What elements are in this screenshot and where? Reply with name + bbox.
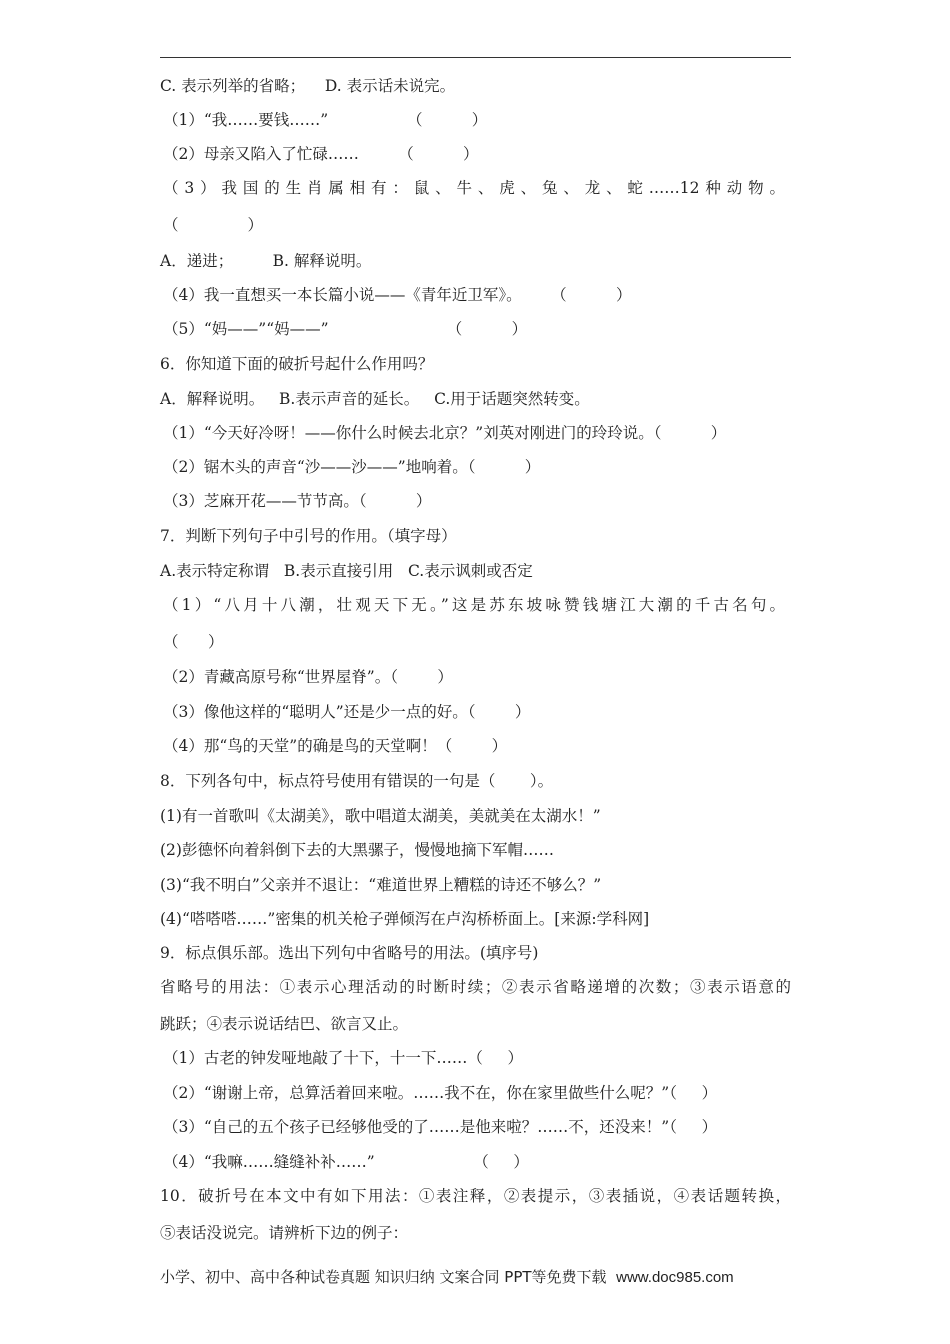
text-line: （3）像他这样的“聪明人”还是少一点的好。（ ） <box>163 703 531 721</box>
text-line: （1）古老的钟发哑地敲了十下，十一下……（ ） <box>163 1049 523 1067</box>
text-line: （2）母亲又陷入了忙碌…… （ ） <box>163 145 479 163</box>
text-line: （ ） <box>163 216 263 234</box>
text-line: （1）“今天好冷呀！——你什么时候去北京？”刘英对刚进门的玲玲说。（ ） <box>163 424 727 442</box>
text-line: A.表示特定称谓 B.表示直接引用 C.表示讽刺或否定 <box>160 562 533 580</box>
text-line: (2)彭德怀向着斜倒下去的大黑骡子，慢慢地摘下军帽…… <box>160 841 554 859</box>
text-line: （3）我国的生肖属相有：鼠、牛、虎、兔、龙、蛇……12种动物。 <box>163 179 785 197</box>
page-footer <box>160 1266 734 1287</box>
text-line: 省略号的用法：①表示心理活动的时断时续；②表示省略递增的次数；③表示语意的 <box>160 978 791 996</box>
text-line: C. 表示列举的省略； D. 表示话未说完。 <box>160 77 456 95</box>
text-line: （3）“自己的五个孩子已经够他受的了……是他来啦？……不，还没来！”（ ） <box>163 1118 718 1136</box>
text-line: (4)“嗒嗒嗒……”密集的机关枪子弹倾泻在卢沟桥桥面上。[来源:学科网] <box>160 910 650 928</box>
text-line: ⑤表话没说完。请辨析下边的例子： <box>160 1224 409 1242</box>
question-heading: 9．标点俱乐部。选出下列句中省略号的用法。(填序号) <box>160 944 539 962</box>
footer-text: 小学、初中、高中各种试卷真题 知识归纳 文案合同 PPT等免费下载 <box>160 1268 607 1286</box>
text-line: （5）“妈——”“妈——” （ ） <box>163 320 528 338</box>
text-line: (3)“我不明白”父亲并不退让：“难道世界上糟糕的诗还不够么？” <box>160 876 602 894</box>
text-line: A．递进； B. 解释说明。 <box>160 252 372 270</box>
text-line: （4）我一直想买一本长篇小说——《青年近卫军》。 （ ） <box>163 286 632 304</box>
text-line: （2）“谢谢上帝，总算活着回来啦。……我不在，你在家里做些什么呢？”（ ） <box>163 1084 718 1102</box>
footer-url[interactable]: www.doc985.com <box>616 1269 734 1286</box>
text-line: （ ） <box>163 633 224 651</box>
text-line: （1）“八月十八潮，壮观天下无。”这是苏东坡咏赞钱塘江大潮的千古名句。 <box>163 596 785 614</box>
question-heading: 10．破折号在本文中有如下用法：①表注释，②表提示，③表插说，④表话题转换， <box>160 1187 791 1205</box>
question-heading: 8．下列各句中，标点符号使用有错误的一句是（ ）。 <box>160 772 554 790</box>
text-line: A．解释说明。 B.表示声音的延长。 C.用于话题突然转变。 <box>160 390 590 408</box>
text-line: （2）锯木头的声音“沙——沙——”地响着。（ ） <box>163 458 541 476</box>
text-line: （4）那“鸟的天堂”的确是鸟的天堂啊！（ ） <box>163 737 508 755</box>
header-rule <box>160 57 791 58</box>
text-line: （4）“我嘛……缝缝补补……” （ ） <box>163 1153 529 1171</box>
text-line: （1）“我……要钱……” （ ） <box>163 111 488 129</box>
text-line: (1)有一首歌叫《太湖美》，歌中唱道太湖美，美就美在太湖水！” <box>160 807 601 825</box>
text-line: 跳跃；④表示说话结巴、欲言又止。 <box>160 1015 409 1033</box>
question-heading: 7．判断下列句子中引号的作用。（填字母） <box>160 527 457 545</box>
text-line: （3）芝麻开花——节节高。（ ） <box>163 492 432 510</box>
text-line: （2）青藏高原号称“世界屋脊”。（ ） <box>163 668 453 686</box>
question-heading: 6．你知道下面的破折号起什么作用吗？ <box>160 355 434 373</box>
